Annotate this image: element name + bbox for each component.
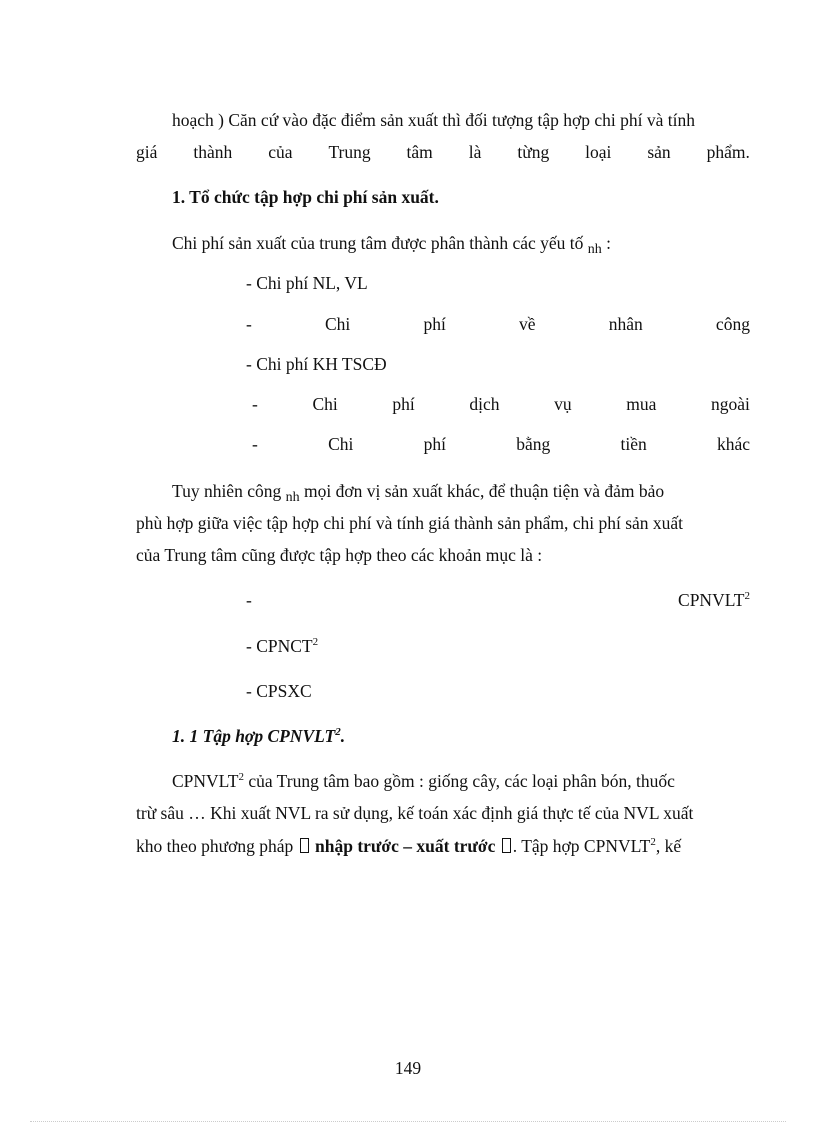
word: phí	[392, 394, 415, 414]
list-item: - Chi phí NL, VL	[246, 273, 368, 293]
word: tâm	[406, 142, 433, 162]
page-number: 149	[394, 1058, 422, 1078]
list-item	[252, 434, 750, 455]
paragraph-line: hoạch ) Căn cứ vào đặc điểm sản xuất thì đối tượng tập hợp chi phí và tính	[172, 110, 695, 130]
superscript: 2	[238, 771, 244, 784]
word: -	[252, 434, 258, 454]
text-run: 1. 1 Tập hợp CPNVLT	[172, 726, 336, 746]
superscript: 2	[650, 836, 656, 849]
text-run: CPNVLT	[172, 771, 239, 791]
word: giá	[136, 142, 158, 162]
word: công	[715, 314, 750, 334]
word: ngoài	[711, 394, 750, 414]
paragraph-line	[172, 233, 612, 257]
section-heading	[172, 726, 345, 747]
paragraph-line: trừ sâu … Khi xuất NVL ra sử dụng, kế toán xác định giá thực tế của NVL xuất	[136, 803, 694, 823]
section-heading: 1. Tổ chức tập hợp chi phí sản xuất.	[172, 187, 439, 207]
text-run: :	[601, 233, 612, 253]
paragraph-line	[172, 771, 675, 792]
text-run: nhập trước – xuất trước	[315, 836, 496, 856]
text-run: mọi đơn vị sản xuất khác, để thuận tiện và đảm bảo	[299, 481, 665, 501]
footer-divider	[30, 1121, 786, 1122]
word: phí	[423, 314, 446, 334]
missing-glyph-box-icon	[502, 838, 511, 853]
list-item	[246, 590, 750, 611]
word: nhân	[608, 314, 643, 334]
word: phẩm.	[706, 142, 750, 162]
text-run: nh	[587, 242, 602, 257]
list-item	[246, 314, 750, 335]
text-run: .	[340, 726, 346, 746]
superscript: 2	[312, 636, 319, 649]
word: Chi	[328, 434, 354, 454]
superscript: 2	[335, 726, 341, 739]
word: thành	[193, 142, 233, 162]
text-run: Tuy nhiên công	[172, 481, 286, 501]
word: về	[519, 314, 536, 334]
word: của	[268, 142, 293, 162]
justified-line	[136, 142, 750, 163]
word: vụ	[554, 394, 572, 414]
word: Chi	[325, 314, 351, 334]
text-run: . Tập hợp CPNVLT	[512, 836, 651, 856]
list-item: - CPSXC	[246, 681, 312, 701]
word: tiền	[620, 434, 647, 454]
word: -	[246, 314, 252, 334]
word: là	[468, 142, 482, 162]
word: -	[252, 394, 258, 414]
word: mua	[626, 394, 657, 414]
list-label	[678, 590, 750, 611]
missing-glyph-box-icon	[300, 838, 309, 853]
paragraph-line: phù hợp giữa việc tập hợp chi phí và tính giá thành sản phẩm, chi phí sản xuất	[136, 513, 684, 533]
list-item	[252, 394, 750, 415]
text-run: , kế	[655, 836, 682, 856]
paragraph-line	[172, 481, 665, 505]
list-item	[246, 636, 318, 657]
word: dịch	[469, 394, 500, 414]
word: phí	[423, 434, 446, 454]
word: loại	[585, 142, 612, 162]
text-run: của Trung tâm bao gồm : giống cây, các loại phân bón, thuốc	[243, 771, 675, 791]
word: sản	[647, 142, 671, 162]
paragraph-line: của Trung tâm cũng được tập hợp theo các khoản mục là :	[136, 545, 543, 565]
word: khác	[716, 434, 750, 454]
list-dash: -	[246, 590, 252, 610]
word: bằng	[516, 434, 551, 454]
paragraph-line	[136, 836, 681, 857]
text-run: nh	[285, 490, 300, 505]
superscript: 2	[744, 590, 750, 603]
word: Trung	[328, 142, 371, 162]
text-run: kho theo phương pháp	[136, 836, 298, 856]
text-run: Chi phí sản xuất của trung tâm được phân thành các yếu tố	[172, 233, 588, 253]
word: từng	[517, 142, 550, 162]
list-item: - Chi phí KH TSCĐ	[246, 354, 387, 374]
word: Chi	[312, 394, 338, 414]
text-run: CPNVLT	[678, 590, 745, 610]
text-run: - CPNCT	[246, 636, 313, 656]
